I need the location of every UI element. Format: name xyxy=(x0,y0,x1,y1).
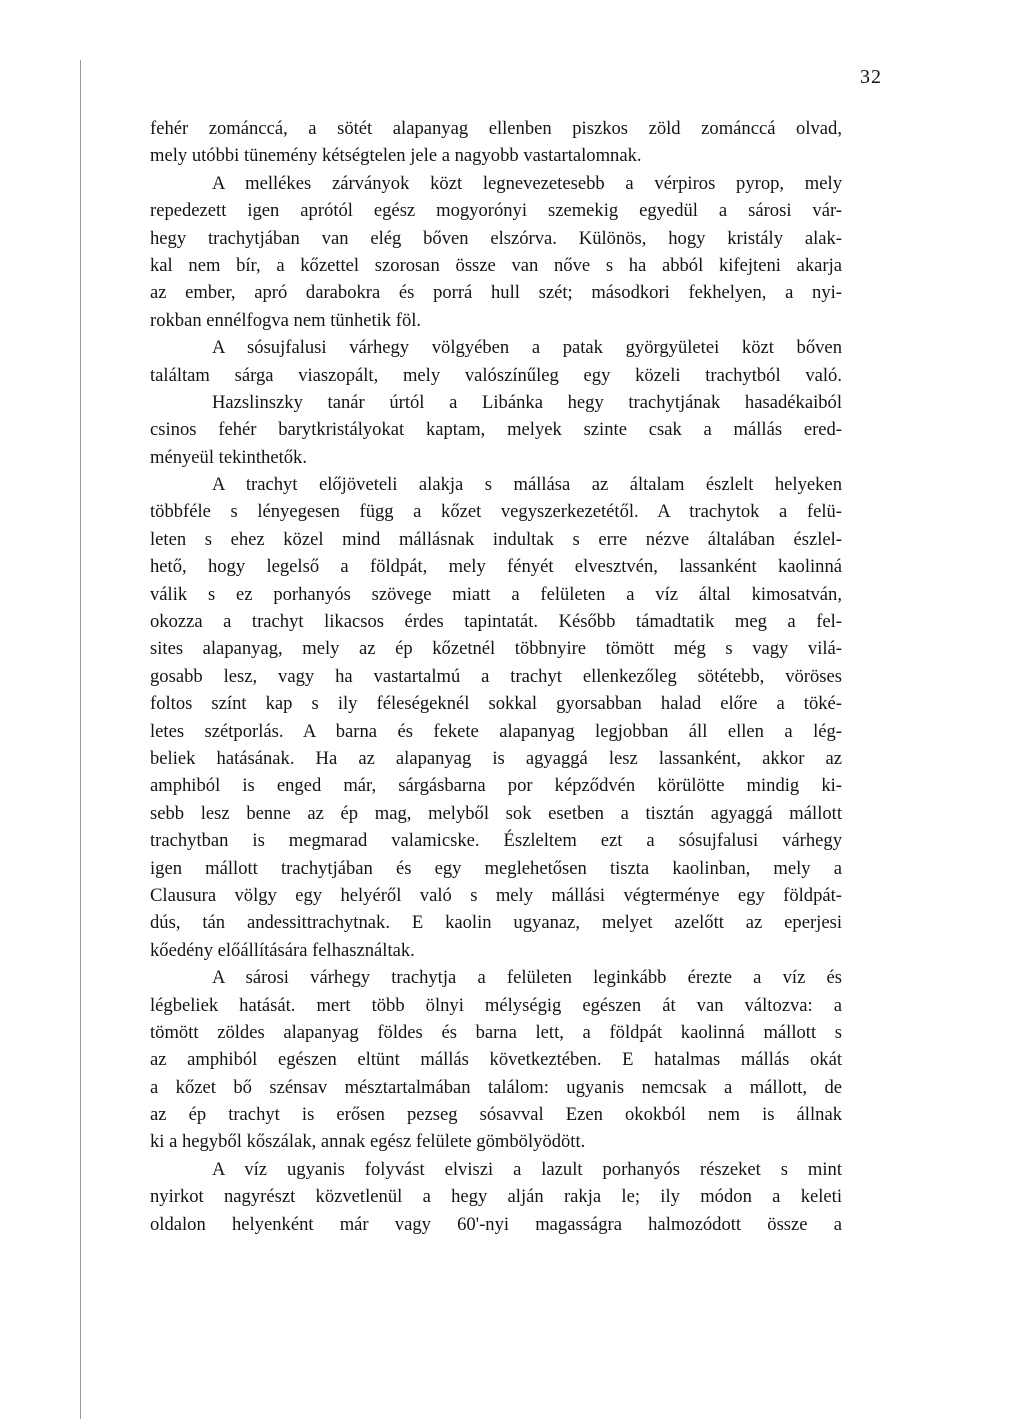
text-line: foltos színt kap s ily féleségeknél sokkal gyorsabban halad előre a töké- xyxy=(150,693,842,715)
text-line: dús, tán andessittrachytnak. E kaolin ugyanaz, melyet azelőtt az eperjesi xyxy=(150,912,842,934)
text-line: a kőzet bő szénsav mésztartalmában találom: ugyanis nemcsak a mállott, de xyxy=(150,1076,842,1098)
text-line: sites alapanyag, mely az ép kőzetnél többnyire tömött még s vagy vilá- xyxy=(150,638,842,660)
page-number: 32 xyxy=(860,66,882,88)
text-line: Hazslinszky tanár úrtól a Libánka hegy trachytjának hasadékaiból xyxy=(212,391,842,413)
text-line: repedezett igen aprótól egész mogyorónyi szemekig egyedül a sárosi vár- xyxy=(150,200,842,222)
text-line: oldalon helyenként már vagy 60'-nyi magasságra halmozódott össze a xyxy=(150,1213,842,1235)
text-line: okozza a trachyt likacsos érdes tapintatát. Később támadtatik meg a fel- xyxy=(150,611,842,633)
text-line: az ember, apró darabokra és porrá hull szét; másodkori fekhelyen, a nyi- xyxy=(150,282,842,304)
text-line: A mellékes zárványok közt legnevezetesebb a vérpiros pyrop, mely xyxy=(212,172,842,194)
text-line: igen mállott trachytjában és egy meglehetősen tiszta kaolinban, mely a xyxy=(150,857,842,879)
text-line: légbeliek hatását. mert több ölnyi mélységig egészen át van változva: a xyxy=(150,994,842,1016)
text-line: Clausura völgy egy helyéről való s mely mállási végterménye egy földpát- xyxy=(150,884,842,906)
text-line: az ép trachyt is erősen pezseg sósavval Ezen okokból nem is állnak xyxy=(150,1104,842,1126)
text-line: az amphiból egészen eltünt mállás következtében. E hatalmas mállás okát xyxy=(150,1049,842,1071)
text-line: A trachyt előjöveteli alakja s mállása az általam észlelt helyeken xyxy=(212,474,842,496)
text-line: letes szétporlás. A barna és fekete alapanyag legjobban áll ellen a lég- xyxy=(150,720,842,742)
text-line: rokban ennélfogva nem tünhetik föl. xyxy=(150,309,422,331)
text-line: beliek hatásának. Ha az alapanyag is agyaggá lesz lassanként, akkor az xyxy=(150,747,842,769)
text-line: A víz ugyanis folyvást elviszi a lazult porhanyós részeket s mint xyxy=(212,1158,842,1180)
text-line: A sárosi várhegy trachytja a felületen leginkább érezte a víz és xyxy=(212,967,842,989)
body-text xyxy=(150,115,842,1238)
text-line: A sósujfalusi várhegy völgyében a patak györgyületei közt bőven xyxy=(212,337,842,359)
text-line: hető, hogy legelső a földpát, mely fényét elvesztvén, lassanként kaolinná xyxy=(150,556,842,578)
text-line: ményeül tekinthetők. xyxy=(150,446,307,468)
text-line: mely utóbbi tünemény kétségtelen jele a nagyobb vastartalomnak. xyxy=(150,145,642,167)
text-line: csinos fehér barytkristályokat kaptam, melyek szinte csak a mállás ered- xyxy=(150,419,842,441)
text-line: találtam sárga viaszopált, mely valószínűleg egy közeli trachytból való. xyxy=(150,364,842,386)
text-line: gosabb lesz, vagy ha vastartalmú a trachyt ellenkezőleg sötétebb, vöröses xyxy=(150,665,842,687)
text-line: leten s ehez közel mind mállásnak indultak s erre nézve általában észlel- xyxy=(150,528,842,550)
text-line: ki a hegyből kőszálak, annak egész felülete gömbölyödött. xyxy=(150,1131,586,1153)
text-line: kőedény előállítására felhasználtak. xyxy=(150,939,415,961)
text-line: válik s ez porhanyós szövege miatt a felületen a víz által kimosatván, xyxy=(150,583,842,605)
text-line: tömött zöldes alapanyag földes és barna lett, a földpát kaolinná mállott s xyxy=(150,1021,842,1043)
text-line: többféle s lényegesen függ a kőzet vegyszerkezetétől. A trachytok a felü- xyxy=(150,501,842,523)
text-line: trachytban is megmarad valamicske. Észleltem ezt a sósujfalusi várhegy xyxy=(150,830,842,852)
text-line: hegy trachytjában van elég bőven elszórva. Különös, hogy kristály alak- xyxy=(150,227,842,249)
text-line: nyirkot nagyrészt közvetlenül a hegy alján rakja le; ily módon a keleti xyxy=(150,1186,842,1208)
page-edge-rule xyxy=(80,60,81,1419)
text-line: fehér zománccá, a sötét alapanyag ellenben piszkos zöld zománccá olvad, xyxy=(150,118,842,139)
text-line: kal nem bír, a kőzettel szorosan össze van nőve s ha abból kifejteni akarja xyxy=(150,254,842,276)
text-line: amphiból is enged már, sárgásbarna por képződvén körülötte mindig ki- xyxy=(150,775,842,797)
text-line: sebb lesz benne az ép mag, melyből sok esetben a tisztán agyaggá mállott xyxy=(150,802,842,824)
